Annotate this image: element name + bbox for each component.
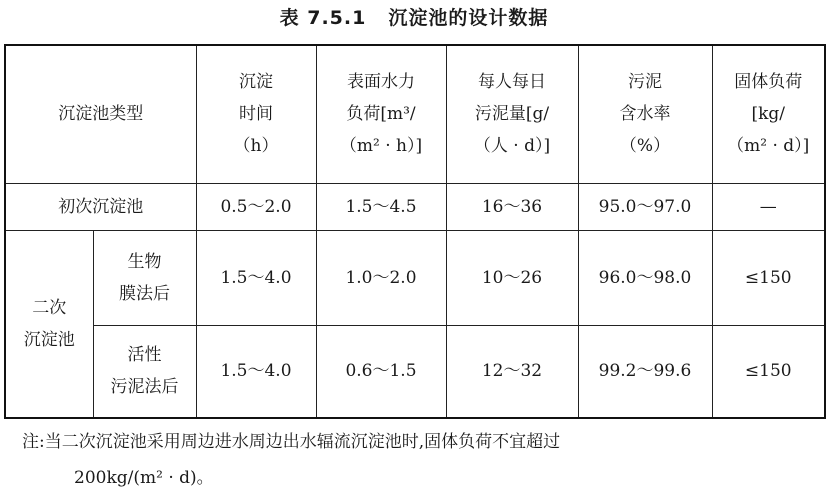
table-title (0, 0, 828, 36)
header-moisture-line: 含水率 (619, 104, 671, 125)
header-moisture (578, 45, 712, 183)
table-row-primary (5, 183, 825, 230)
header-surface-load-line: 负荷[m³/ (346, 104, 416, 125)
header-time-line: 沉淀 (239, 72, 273, 93)
cell-surface-load: 1.0～2.0 (316, 230, 446, 325)
cell-surface-load: 1.5～4.5 (316, 183, 446, 230)
cell-sludge: 16～36 (446, 183, 578, 230)
sedimentation-tank-table (4, 44, 826, 419)
activated-label-line: 污泥法后 (110, 377, 179, 398)
cell-moisture: 95.0～97.0 (578, 183, 712, 230)
row-label-activated-sludge (93, 325, 196, 418)
header-sludge-line: （人 · d）] (473, 136, 551, 157)
header-time (196, 45, 316, 183)
header-surface-load-line: （m² · h）] (339, 136, 423, 157)
header-solids-load-line: [kg/ (751, 104, 786, 125)
cell-solids-load: — (712, 183, 825, 230)
header-sludge-line: 每人每日 (478, 72, 546, 93)
header-time-line: 时间 (239, 104, 273, 125)
header-sludge (446, 45, 578, 183)
note-line-2: 200kg/(m² · d)。 (74, 468, 214, 488)
table-row-biofilm (5, 230, 825, 325)
row-label-secondary (5, 230, 93, 418)
header-moisture-line: 污泥 (628, 72, 662, 93)
header-solids-load-line: （m² · d）] (727, 136, 810, 157)
header-time-line: （h） (233, 136, 279, 157)
table-note (22, 424, 822, 496)
row-label-primary: 初次沉淀池 (5, 183, 196, 230)
table-title-text: 沉淀池的设计数据 (388, 7, 549, 29)
header-type: 沉淀池类型 (5, 45, 196, 183)
header-solids-load (712, 45, 825, 183)
cell-moisture: 96.0～98.0 (578, 230, 712, 325)
header-sludge-line: 污泥量[g/ (474, 104, 550, 125)
header-row (5, 45, 825, 183)
header-moisture-line: （%） (619, 136, 671, 157)
cell-solids-load: ≤150 (712, 325, 825, 418)
table-row-activated-sludge (5, 325, 825, 418)
cell-time: 0.5～2.0 (196, 183, 316, 230)
secondary-label-line: 沉淀池 (23, 329, 75, 350)
header-surface-load-line: 表面水力 (347, 72, 415, 93)
cell-solids-load: ≤150 (712, 230, 825, 325)
cell-sludge: 10～26 (446, 230, 578, 325)
cell-time: 1.5～4.0 (196, 230, 316, 325)
biofilm-label-line: 生物 (127, 251, 162, 272)
activated-label-line: 活性 (127, 345, 162, 366)
cell-time: 1.5～4.0 (196, 325, 316, 418)
biofilm-label-line: 膜法后 (119, 283, 170, 304)
header-surface-load (316, 45, 446, 183)
row-label-biofilm (93, 230, 196, 325)
note-line-1: 注:当二次沉淀池采用周边进水周边出水辐流沉淀池时,固体负荷不宜超过 (22, 432, 561, 452)
secondary-label-line: 二次 (32, 297, 67, 318)
cell-surface-load: 0.6～1.5 (316, 325, 446, 418)
header-solids-load-line: 固体负荷 (734, 72, 803, 93)
table-number: 表 7.5.1 (279, 7, 367, 29)
cell-sludge: 12～32 (446, 325, 578, 418)
cell-moisture: 99.2～99.6 (578, 325, 712, 418)
